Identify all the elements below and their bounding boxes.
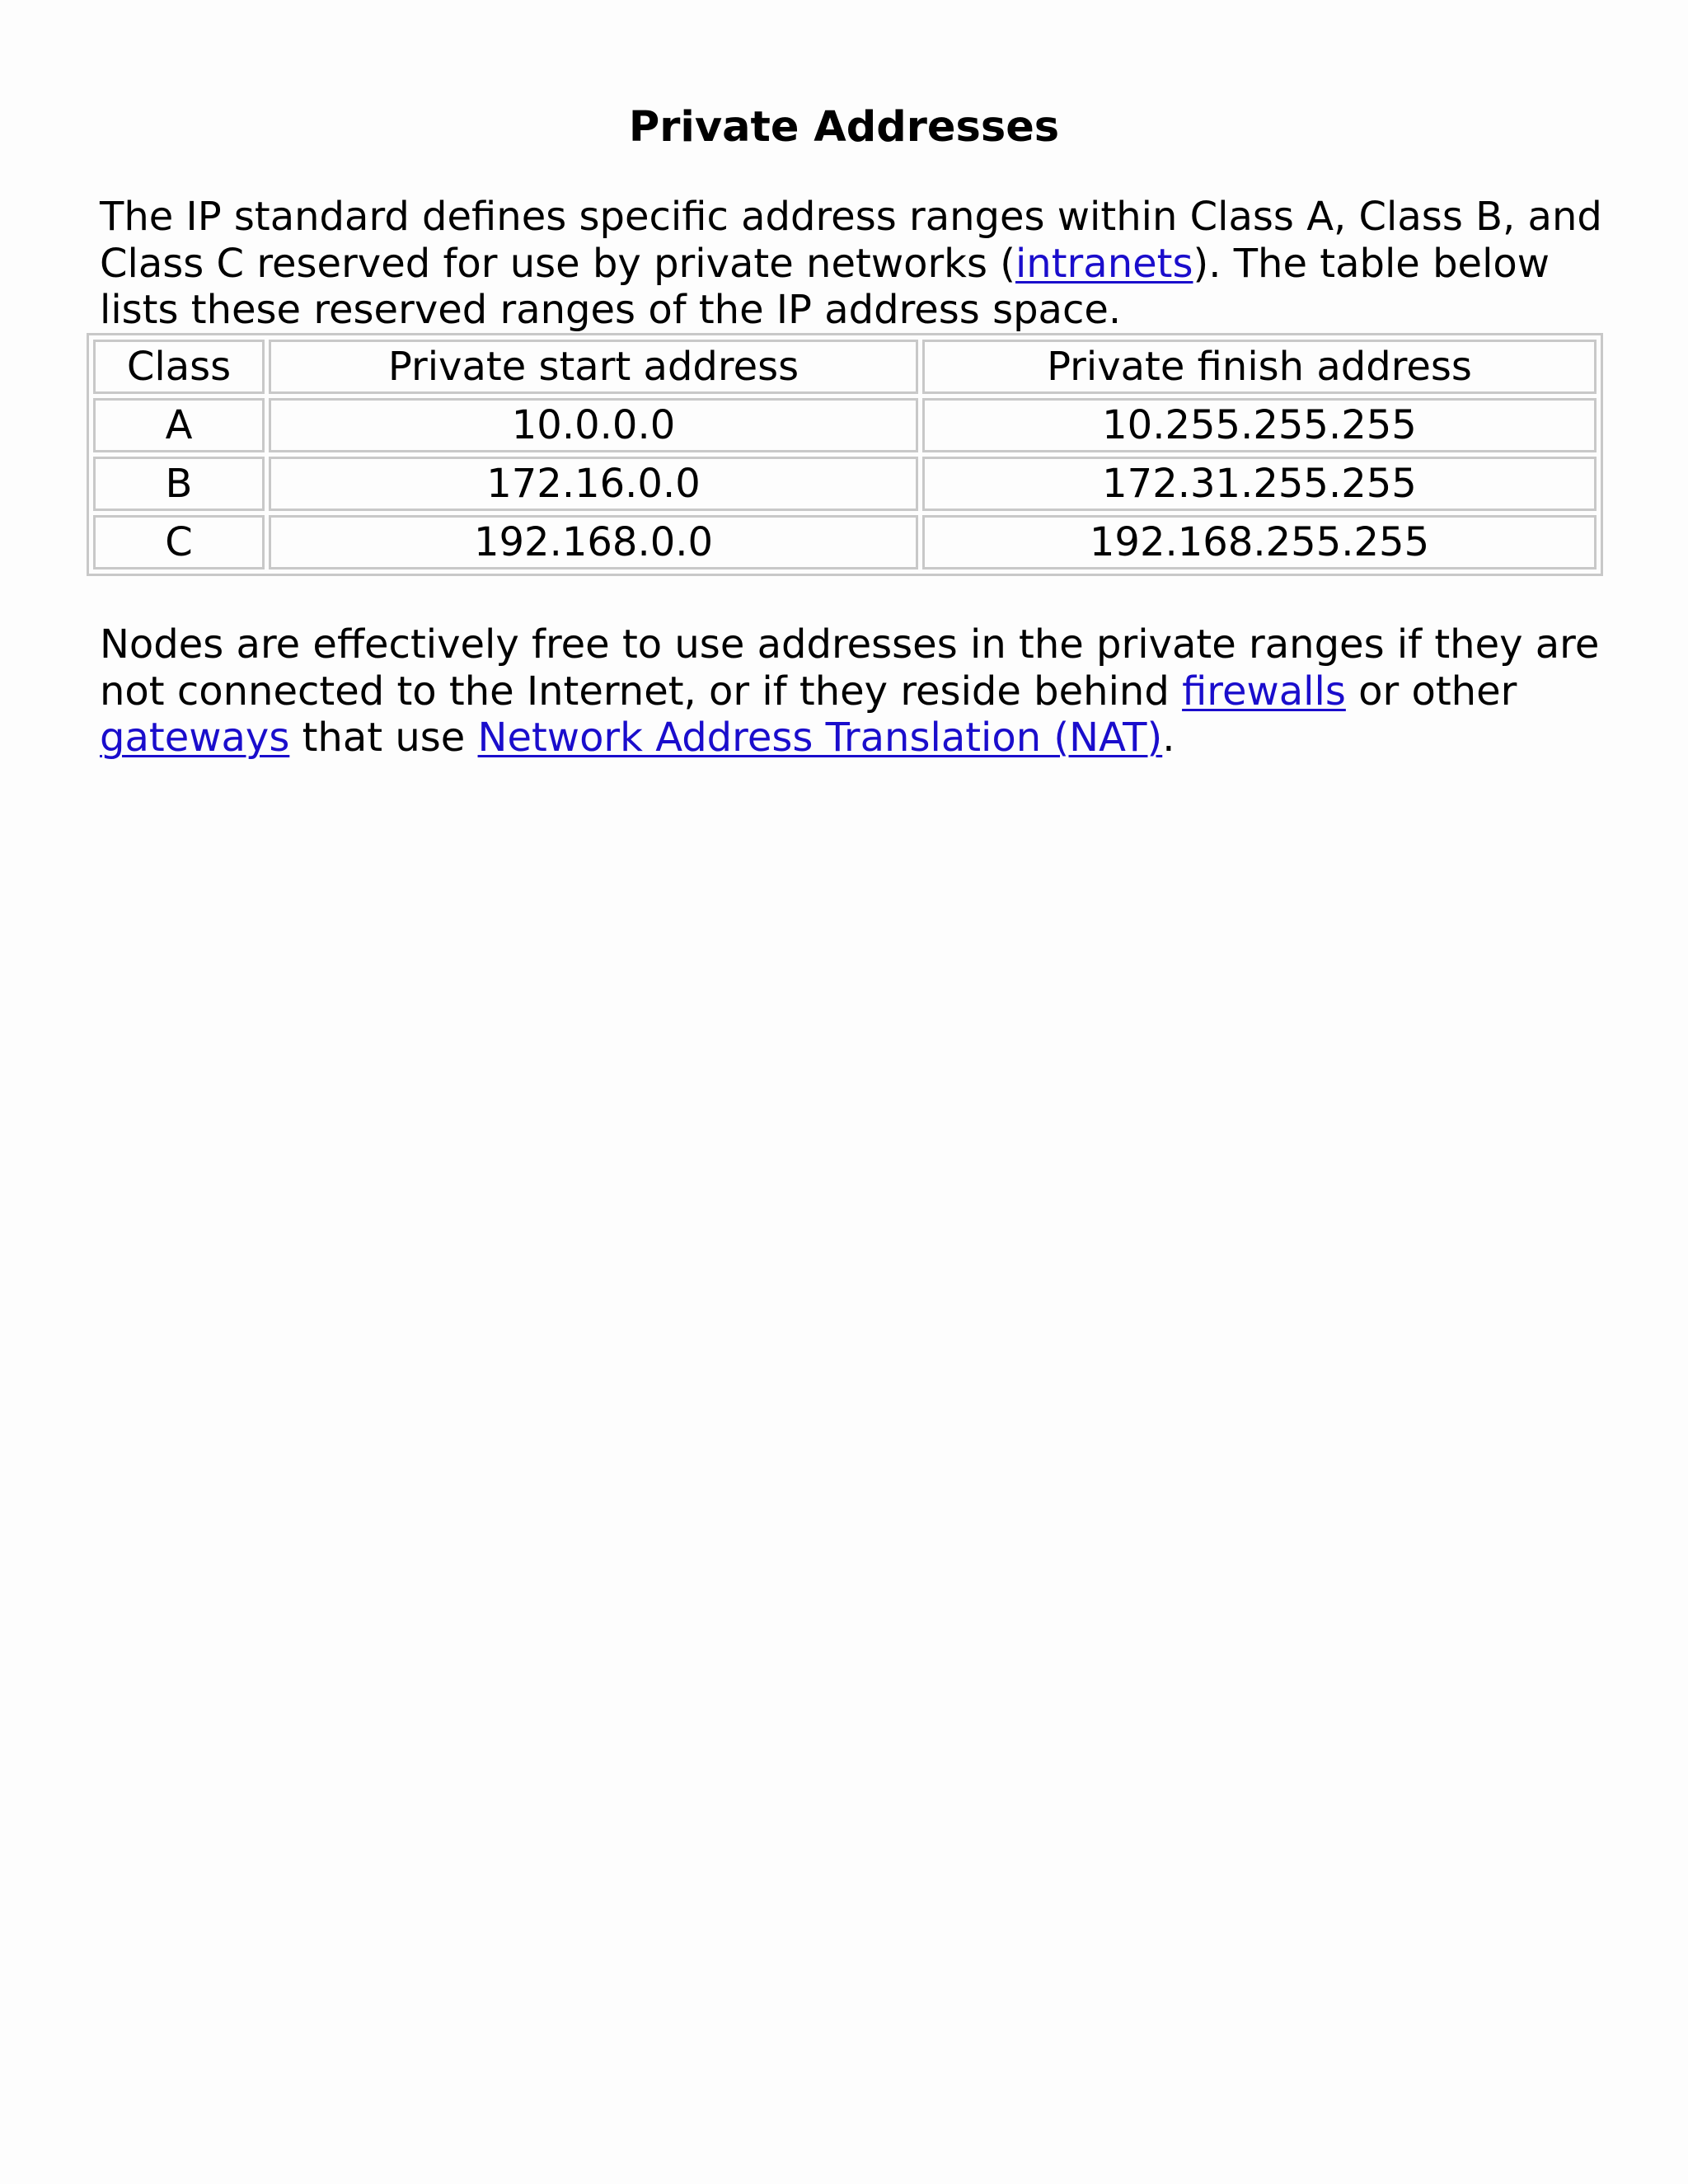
finish-address-cell: 172.31.255.255: [922, 457, 1597, 511]
start-address-cell: 192.168.0.0: [269, 515, 918, 569]
table-row: [93, 515, 1597, 569]
outro-line-3-middle: that use: [289, 715, 478, 761]
outro-line-2-start: not connected to the Internet, or if they reside behind: [100, 668, 1183, 715]
intro-line-2-end: ). The table below: [1193, 240, 1550, 287]
nat-link[interactable]: Network Address Translation (NAT): [477, 715, 1163, 761]
finish-address-cell: 10.255.255.255: [922, 398, 1597, 452]
intro-line-3: lists these reserved ranges of the IP address space.: [100, 287, 1122, 333]
page-title: Private Addresses: [628, 103, 1060, 152]
finish-address-cell: 192.168.255.255: [922, 515, 1597, 569]
outro-line-3-end: .: [1162, 715, 1175, 761]
table-header-row: [93, 340, 1597, 394]
class-cell: A: [93, 398, 265, 452]
intranets-link[interactable]: intranets: [1015, 240, 1193, 287]
outro-line-2-end: or other: [1345, 668, 1517, 715]
table-row: [93, 457, 1597, 511]
start-address-cell: 10.0.0.0: [269, 398, 918, 452]
start-address-cell: 172.16.0.0: [269, 457, 918, 511]
gateways-link[interactable]: gateways: [100, 715, 290, 761]
intro-paragraph: [100, 194, 1608, 334]
outro-paragraph: [100, 621, 1608, 762]
firewalls-link[interactable]: firewalls: [1182, 668, 1346, 715]
intro-line-1: The IP standard defines specific address ranges within Class A, Class B, and: [100, 194, 1602, 240]
column-header-finish: Private finish address: [922, 340, 1597, 394]
column-header-class: Class: [93, 340, 265, 394]
class-cell: B: [93, 457, 265, 511]
column-header-start: Private start address: [269, 340, 918, 394]
outro-line-1: Nodes are effectively free to use addresses in the private ranges if they are: [100, 621, 1600, 668]
class-cell: C: [93, 515, 265, 569]
table-row: [93, 398, 1597, 452]
intro-line-2-start: Class C reserved for use by private networks (: [100, 240, 1015, 287]
private-address-table: [87, 333, 1603, 576]
